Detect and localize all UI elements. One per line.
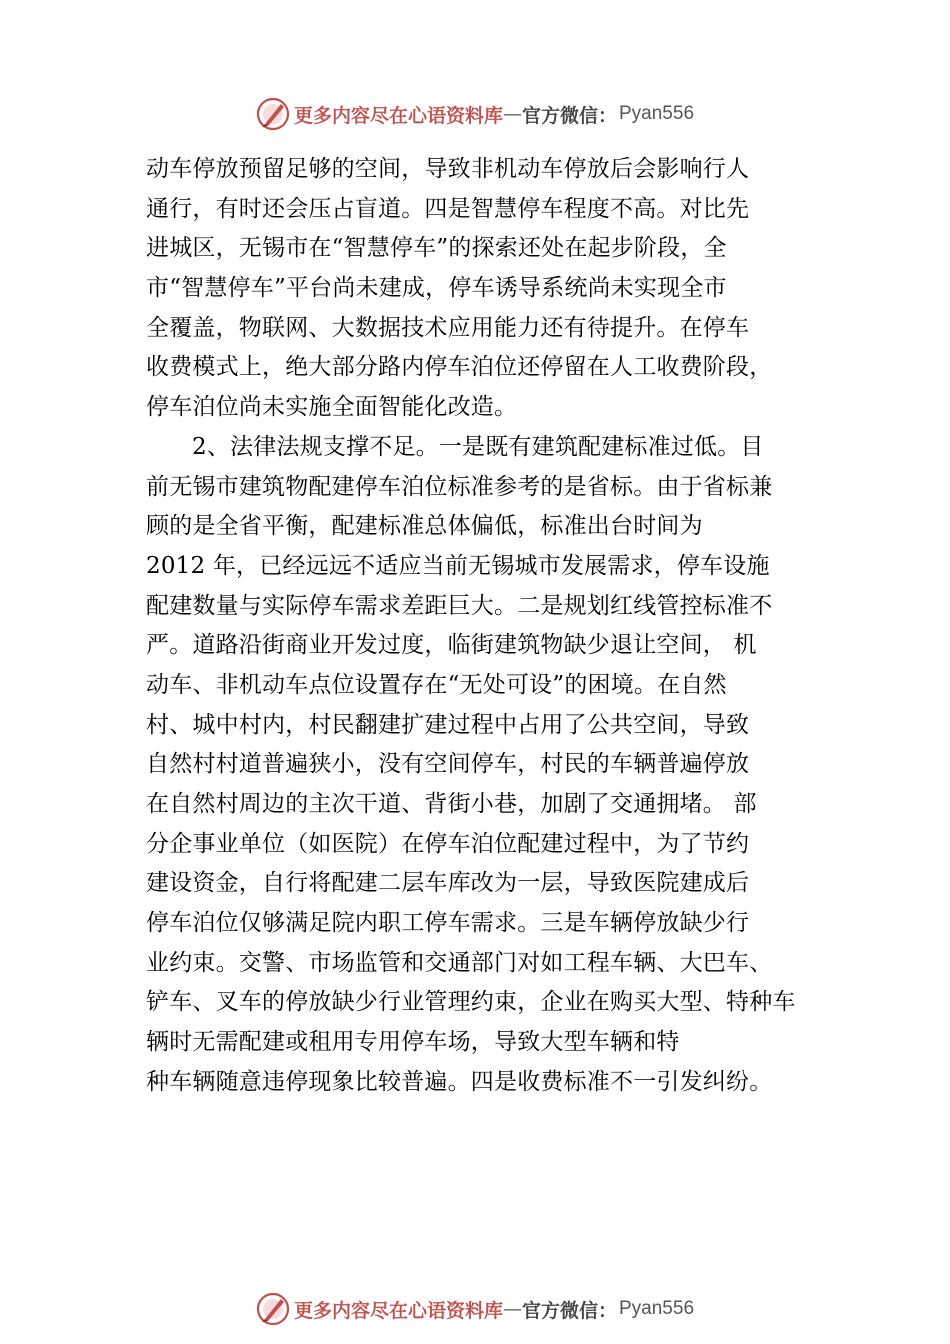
- header-wechat-label: 官方微信：: [521, 104, 617, 127]
- body-line: 动车停放预留足够的空间，导致非机动车停放后会影响行人: [146, 156, 750, 182]
- footer-banner: [0, 1289, 950, 1329]
- body-line: 收费模式上，绝大部分路内停车泊位还停留在人工收费阶段，: [146, 354, 773, 381]
- body-line: 严。道路沿街商业开发过度，临街建筑物缺少退让空间， 机: [146, 632, 757, 659]
- body-line: 自然村村道普遍狭小，没有空间停车，村民的车辆普遍停放: [146, 751, 750, 778]
- body-line: 分企事业单位（如医院）在停车泊位配建过程中，为了节约: [146, 830, 750, 857]
- body-line: 进城区，无锡市在“智慧停车”的探索还处在起步阶段，全: [146, 235, 727, 262]
- footer-wechat-label: 官方微信：: [521, 1299, 617, 1322]
- body-line: 建设资金，自行将配建二层车库改为一层，导致医院建成后: [146, 870, 750, 897]
- header-dash: —: [502, 103, 522, 125]
- footer-wechat-id: Pyan556: [619, 1298, 695, 1319]
- body-line: 配建数量与实际停车需求差距巨大。二是规划红线管控标准不: [146, 592, 773, 619]
- body-line: 前无锡市建筑物配建停车泊位标准参考的是省标。由于省标兼: [146, 473, 773, 500]
- paragraph-start-line: 2、法律法规支撑不足。一是既有建筑配建标准过低。目: [192, 433, 764, 460]
- body-line: 通行，有时还会压占盲道。四是智慧停车程度不高。对比先: [146, 195, 750, 222]
- body-line: 在自然村周边的主次干道、背街小巷，加剧了交通拥堵。 部: [146, 791, 757, 817]
- body-line: 动车、非机动车点位设置存在“无处可设”的困境。在自然: [146, 671, 727, 698]
- body-line: 顾的是全省平衡，配建标准总体偏低，标准出台时间为: [146, 513, 703, 540]
- body-line: 停车泊位尚未实施全面智能化改造。: [146, 394, 518, 421]
- footer-dash: —: [502, 1298, 522, 1320]
- body-line: 铲车、叉车的停放缺少行业管理约束，企业在购买大型、特种车: [146, 989, 796, 1016]
- body-line: 2012 年，已经远远不适应当前无锡城市发展需求，停车设施: [146, 552, 770, 579]
- body-line: 村、城中村内，村民翻建扩建过程中占用了公共空间，导致: [146, 711, 750, 738]
- document-body: [146, 150, 836, 1103]
- body-line: 业约束。交警、市场监管和交通部门对如工程车辆、大巴车、: [146, 949, 773, 976]
- footer-library-text: 更多内容尽在心语资料库: [293, 1299, 503, 1322]
- header-wechat-id: Pyan556: [619, 103, 695, 124]
- header-banner: [0, 94, 950, 134]
- body-line: 停车泊位仅够满足院内职工停车需求。三是车辆停放缺少行: [146, 910, 750, 937]
- pen-logo-icon: [256, 97, 290, 131]
- body-line: 种车辆随意违停现象比较普遍。四是收费标准不一引发纠纷。: [146, 1068, 773, 1095]
- body-line: 辆时无需配建或租用专用停车场，导致大型车辆和特: [146, 1029, 680, 1056]
- body-line: 全覆盖，物联网、大数据技术应用能力还有待提升。在停车: [146, 314, 750, 341]
- body-line: 市“智慧停车”平台尚未建成，停车诱导系统尚未实现全市: [146, 275, 727, 302]
- header-library-text: 更多内容尽在心语资料库: [293, 104, 503, 127]
- pen-logo-icon: [256, 1292, 290, 1326]
